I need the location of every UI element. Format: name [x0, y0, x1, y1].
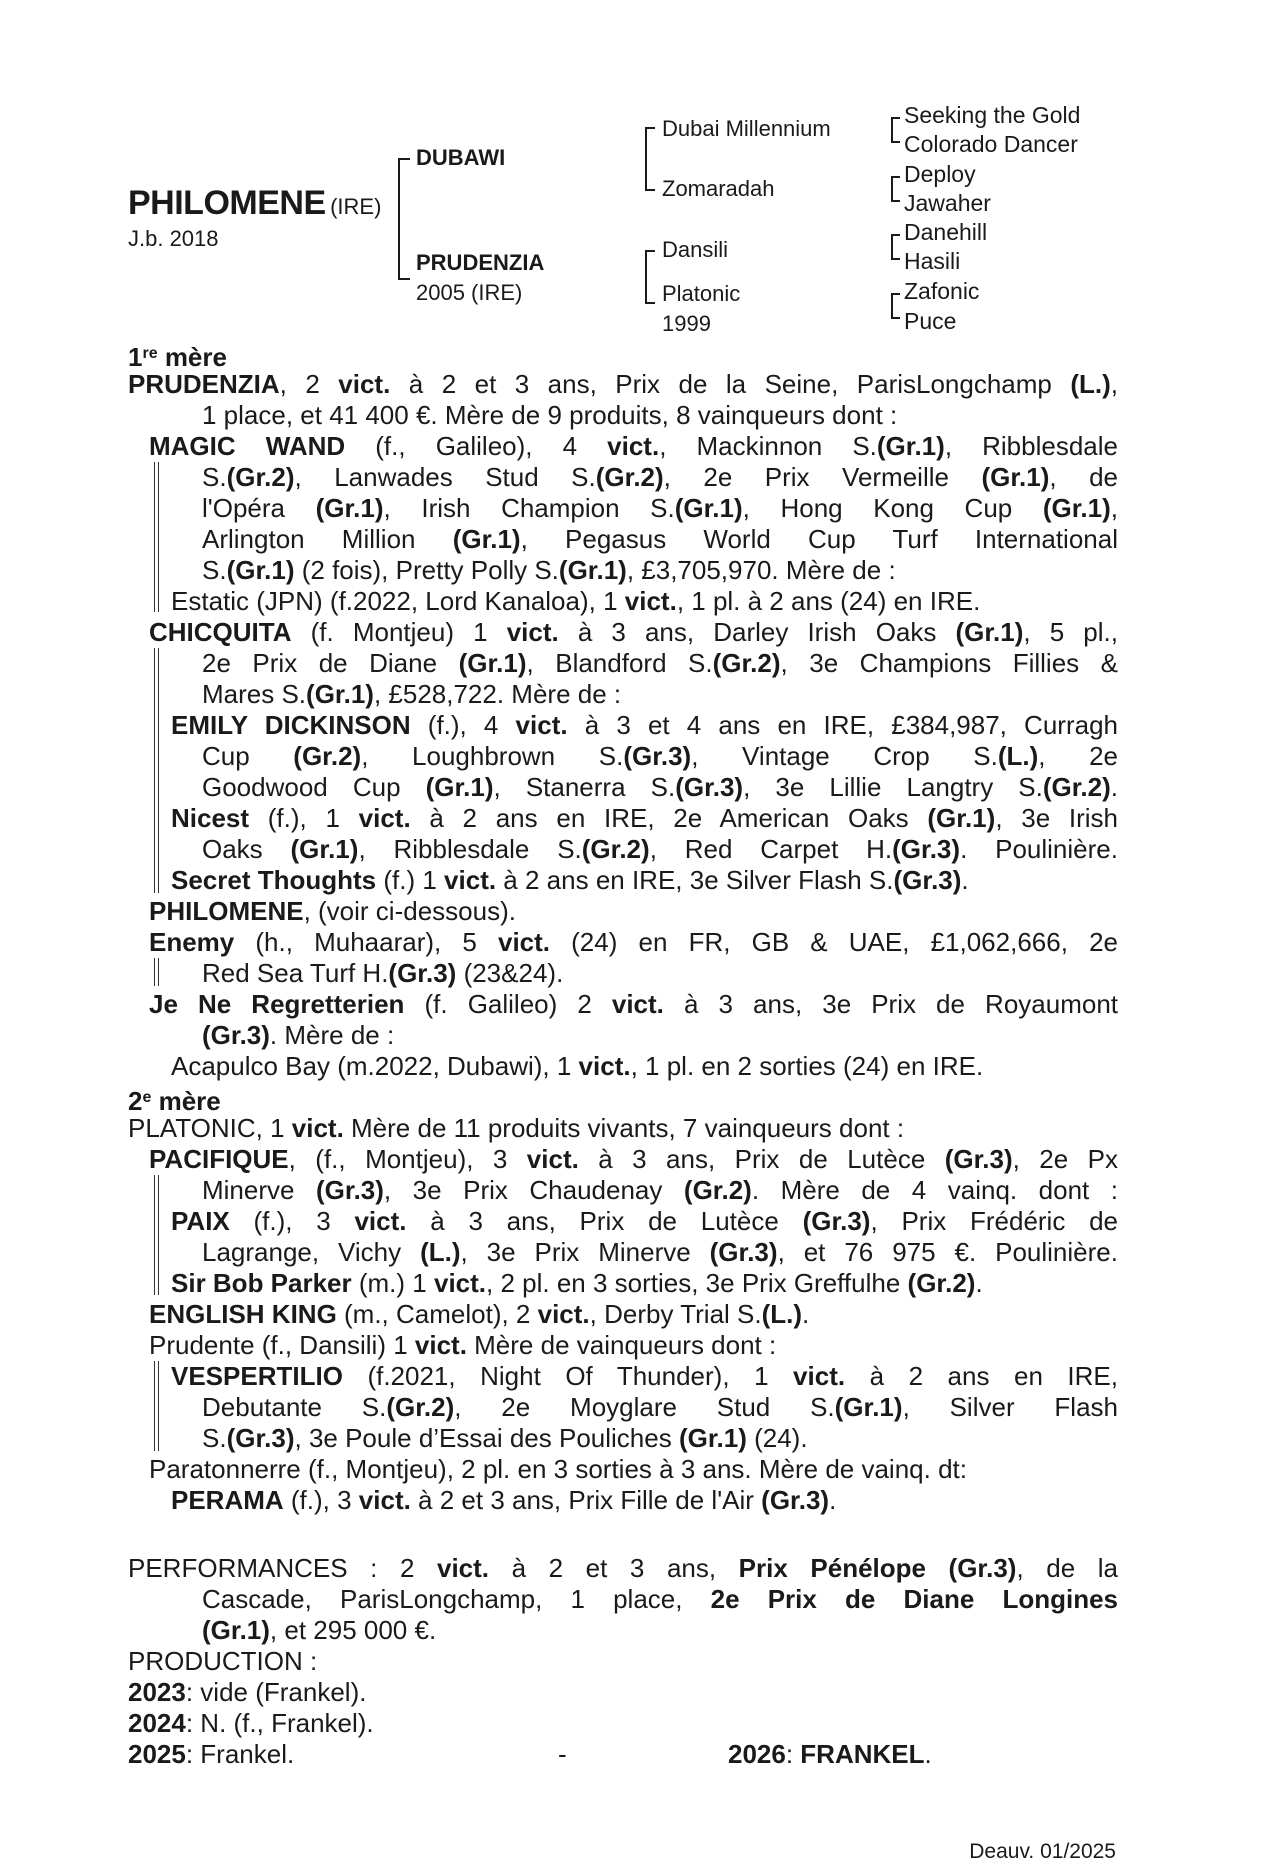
indent-bar — [154, 1361, 155, 1451]
g3-colorado-dancer: Colorado Dancer — [904, 131, 1078, 157]
footer-sale-code: Deauv. 01/2025 — [969, 1840, 1116, 1863]
je-ne-regretterien-line-2: (Gr.3). Mère de : — [202, 1020, 395, 1050]
vespertilio-line-3: S.(Gr.3), 3e Poule d’Essai des Pouliches (Gr.1) (24). — [202, 1423, 808, 1453]
indent-bar — [158, 648, 159, 893]
dam-info: 2005 (IRE) — [416, 280, 523, 305]
chicquita-line-1: CHICQUITA (f. Montjeu) 1 vict. à 3 ans, Darley Irish Oaks (Gr.1), 5 pl., — [149, 617, 1118, 647]
emily-dickinson-line-2: Cup (Gr.2), Loughbrown S.(Gr.3), Vintage Crop S.(L.), 2e — [202, 741, 1119, 771]
sire-sire: Dubai Millennium — [662, 116, 831, 141]
g3-seeking-the-gold: Seeking the Gold — [904, 102, 1081, 128]
performances-line-3: (Gr.1), et 295 000 €. — [202, 1615, 437, 1645]
magic-wand-line-1: MAGIC WAND (f., Galileo), 4 vict., Mackinnon S.(Gr.1), Ribblesdale — [149, 431, 1118, 461]
indent-bar — [154, 462, 155, 612]
dam-dam: Platonic — [662, 281, 741, 306]
second-dam-line-1: PLATONIC, 1 vict. Mère de 11 produits vivants, 7 vainqueurs dont : — [128, 1113, 905, 1143]
nicest-line-1: Nicest (f.), 1 vict. à 2 ans en IRE, 2e American Oaks (Gr.1), 3e Irish — [171, 803, 1118, 833]
g3-danehill: Danehill — [904, 219, 988, 245]
sire-dam: Zomaradah — [662, 176, 775, 201]
bracket-parents — [398, 158, 410, 280]
chicquita-line-3: Mares S.(Gr.1), £528,722. Mère de : — [202, 679, 622, 709]
prudente-line: Prudente (f., Dansili) 1 vict. Mère de vainqueurs dont : — [149, 1330, 777, 1360]
indent-bar — [158, 1361, 159, 1451]
dam-sire: Dansili — [662, 237, 729, 262]
production-dash: - — [558, 1739, 567, 1769]
english-king-line: ENGLISH KING (m., Camelot), 2 vict., Derby Trial S.(L.). — [149, 1299, 810, 1329]
indent-bar — [154, 1175, 155, 1295]
horse-name-line — [128, 184, 381, 223]
first-dam-heading: 1re mère — [128, 342, 227, 372]
bracket-g3-1 — [891, 117, 900, 143]
horse-name: PHILOMENE — [128, 184, 326, 222]
indent-bar — [158, 462, 159, 612]
dam-dam-year: 1999 — [662, 311, 711, 336]
first-dam-line-2: 1 place, et 41 400 €. Mère de 9 produits, 8 vainqueurs dont : — [202, 400, 898, 430]
emily-dickinson-line-3: Goodwood Cup (Gr.1), Stanerra S.(Gr.3), 3e Lillie Langtry S.(Gr.2). — [202, 772, 1118, 802]
perama-line: PERAMA (f.), 3 vict. à 2 et 3 ans, Prix Fille de l'Air (Gr.3). — [171, 1485, 837, 1515]
production-2026: 2026: FRANKEL. — [728, 1739, 932, 1769]
vespertilio-line-1: VESPERTILIO (f.2021, Night Of Thunder), 1 vict. à 2 ans en IRE, — [171, 1361, 1118, 1391]
magic-wand-line-2: S.(Gr.2), Lanwades Stud S.(Gr.2), 2e Prix Vermeille (Gr.1), de — [202, 462, 1118, 492]
secret-thoughts-line: Secret Thoughts (f.) 1 vict. à 2 ans en IRE, 3e Silver Flash S.(Gr.3). — [171, 865, 969, 895]
bracket-g3-4 — [891, 293, 900, 319]
horse-birth: J.b. 2018 — [128, 226, 219, 251]
g3-hasili: Hasili — [904, 248, 961, 274]
enemy-line-1: Enemy (h., Muhaarar), 5 vict. (24) en FR, GB & UAE, £1,062,666, 2e — [149, 927, 1118, 957]
sire: DUBAWI — [416, 145, 506, 170]
first-dam-line-1: PRUDENZIA, 2 vict. à 2 et 3 ans, Prix de la Seine, ParisLongchamp (L.), — [128, 369, 1118, 399]
g3-zafonic: Zafonic — [904, 278, 980, 304]
production-2025: 2025: Frankel. — [128, 1739, 295, 1769]
magic-wand-line-5: S.(Gr.1) (2 fois), Pretty Polly S.(Gr.1), £3,705,970. Mère de : — [202, 555, 896, 585]
indent-bar — [154, 958, 155, 986]
bracket-dam-parents — [645, 250, 655, 304]
pacifique-line-1: PACIFIQUE, (f., Montjeu), 3 vict. à 3 ans, Prix de Lutèce (Gr.3), 2e Px — [149, 1144, 1119, 1174]
paix-line-1: PAIX (f.), 3 vict. à 3 ans, Prix de Lutèce (Gr.3), Prix Frédéric de — [171, 1206, 1119, 1236]
magic-wand-line-4: Arlington Million (Gr.1), Pegasus World Cup Turf International — [202, 524, 1118, 554]
indent-bar — [154, 648, 155, 893]
g3-puce: Puce — [904, 308, 957, 334]
bracket-g3-3 — [891, 234, 900, 260]
production-2023: 2023: vide (Frankel). — [128, 1677, 367, 1707]
estatic-line: Estatic (JPN) (f.2022, Lord Kanaloa), 1 vict., 1 pl. à 2 ans (24) en IRE. — [171, 586, 981, 616]
philomene-line: PHILOMENE, (voir ci-dessous). — [149, 896, 516, 926]
horse-country: (IRE) — [330, 194, 382, 219]
chicquita-line-2: 2e Prix de Diane (Gr.1), Blandford S.(Gr.2), 3e Champions Fillies & — [202, 648, 1118, 678]
g3-jawaher: Jawaher — [904, 190, 991, 216]
paix-line-2: Lagrange, Vichy (L.), 3e Prix Minerve (Gr.3), et 76 975 €. Poulinière. — [202, 1237, 1118, 1267]
emily-dickinson-line-1: EMILY DICKINSON (f.), 4 vict. à 3 et 4 ans en IRE, £384,987, Curragh — [171, 710, 1118, 740]
dam: PRUDENZIA — [416, 250, 545, 275]
magic-wand-line-3: l'Opéra (Gr.1), Irish Champion S.(Gr.1), Hong Kong Cup (Gr.1), — [202, 493, 1118, 523]
performances-line-1: PERFORMANCES : 2 vict. à 2 et 3 ans, Prix Pénélope (Gr.3), de la — [128, 1553, 1118, 1583]
production-title: PRODUCTION : — [128, 1646, 318, 1676]
enemy-line-2: Red Sea Turf H.(Gr.3) (23&24). — [202, 958, 564, 988]
acapulco-bay-line: Acapulco Bay (m.2022, Dubawi), 1 vict., 1 pl. en 2 sorties (24) en IRE. — [171, 1051, 984, 1081]
indent-bar — [158, 958, 159, 986]
vespertilio-line-2: Debutante S.(Gr.2), 2e Moyglare Stud S.(Gr.1), Silver Flash — [202, 1392, 1118, 1422]
indent-bar — [158, 1175, 159, 1295]
nicest-line-2: Oaks (Gr.1), Ribblesdale S.(Gr.2), Red Carpet H.(Gr.3). Poulinière. — [202, 834, 1118, 864]
bracket-sire-parents — [645, 127, 655, 191]
je-ne-regretterien-line-1: Je Ne Regretterien (f. Galileo) 2 vict. à 3 ans, 3e Prix de Royaumont — [149, 989, 1118, 1019]
pacifique-line-2: Minerve (Gr.3), 3e Prix Chaudenay (Gr.2). Mère de 4 vainq. dont : — [202, 1175, 1119, 1205]
sir-bob-parker-line: Sir Bob Parker (m.) 1 vict., 2 pl. en 3 sorties, 3e Prix Greffulhe (Gr.2). — [171, 1268, 983, 1298]
production-2024: 2024: N. (f., Frankel). — [128, 1708, 374, 1738]
bracket-g3-2 — [891, 176, 900, 202]
performances-line-2: Cascade, ParisLongchamp, 1 place, 2e Prix de Diane Longines — [202, 1584, 1118, 1614]
second-dam-heading: 2e mère — [128, 1086, 221, 1116]
g3-deploy: Deploy — [904, 161, 976, 187]
paratonnerre-line: Paratonnerre (f., Montjeu), 2 pl. en 3 sorties à 3 ans. Mère de vainq. dt: — [149, 1454, 967, 1484]
